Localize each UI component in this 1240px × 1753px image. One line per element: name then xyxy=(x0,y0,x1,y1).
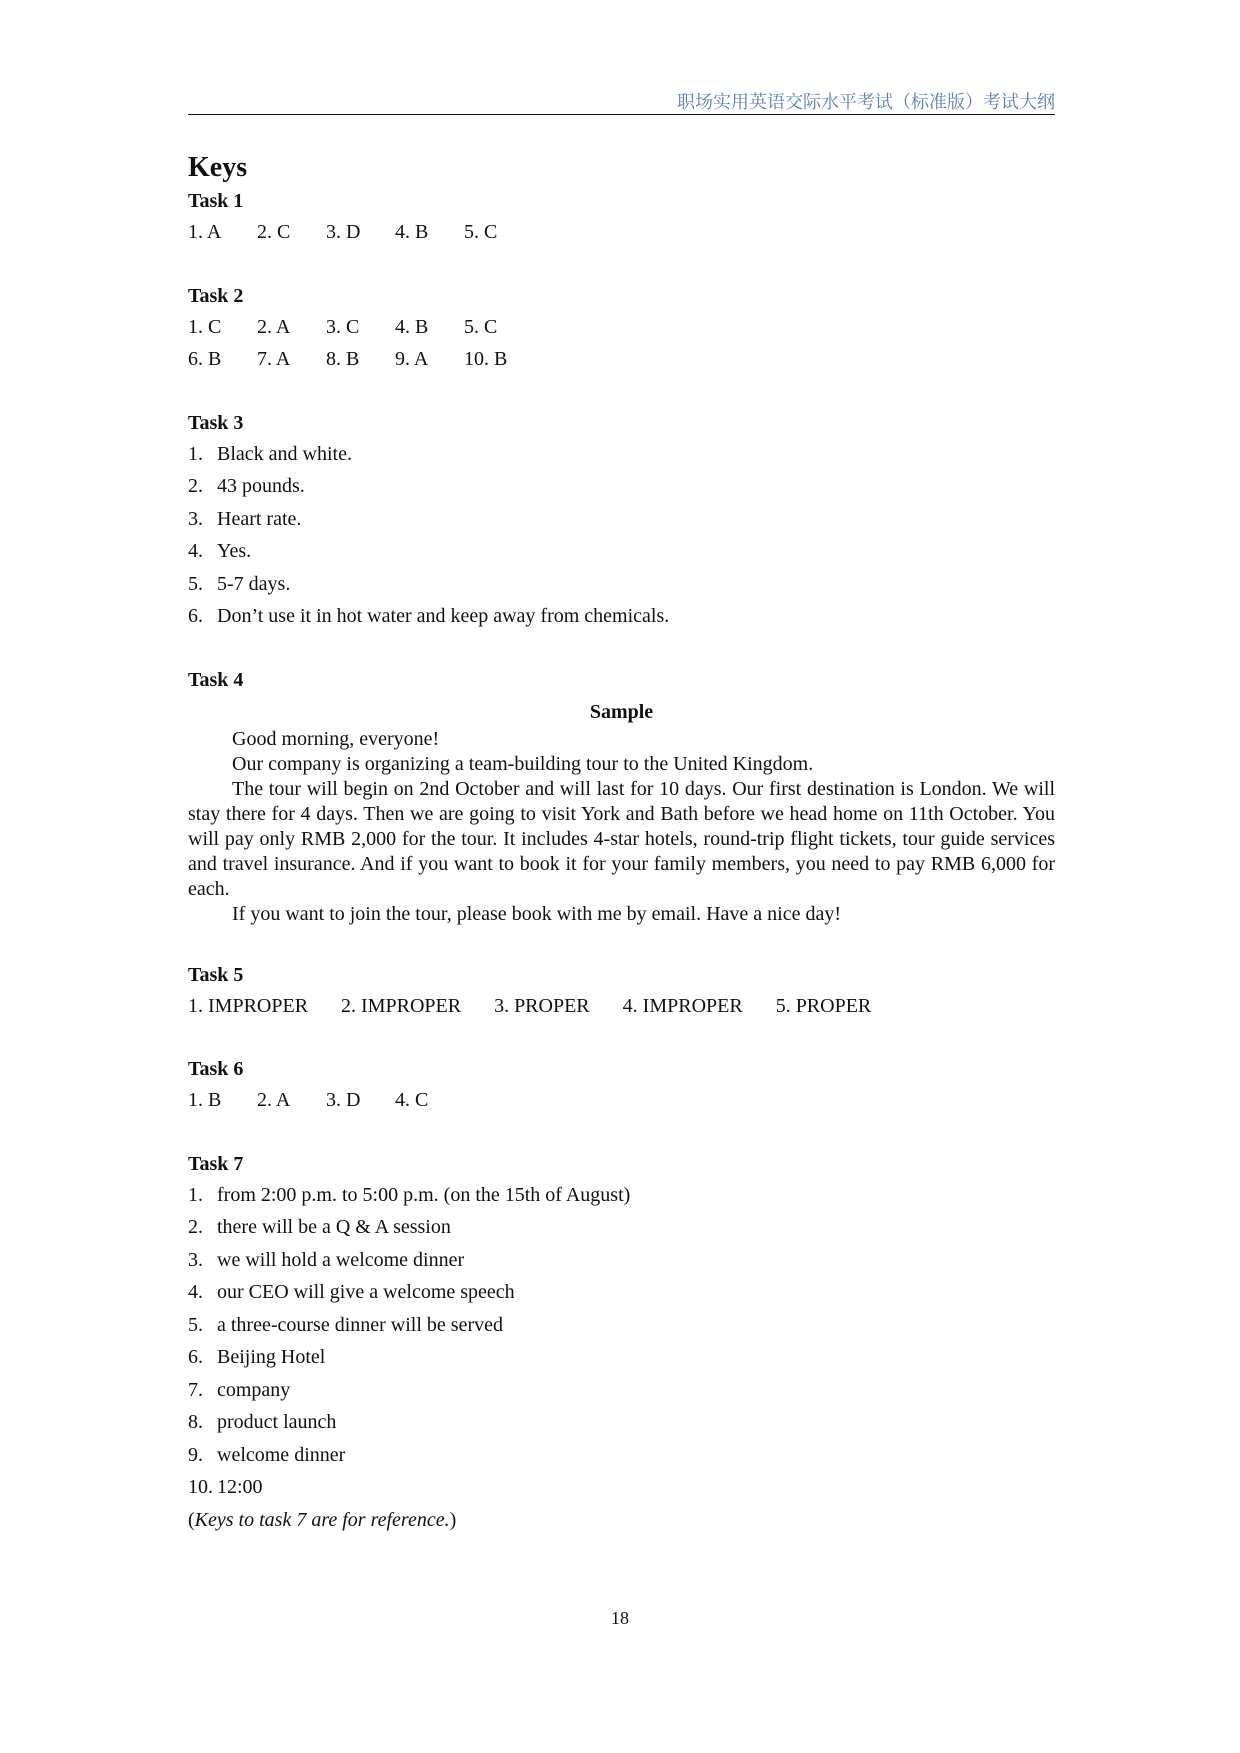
sample-paragraph: If you want to join the tour, please book with me by email. Have a nice day! xyxy=(232,902,842,925)
note-paren-open: ( xyxy=(188,1508,195,1531)
list-text: from 2:00 p.m. to 5:00 p.m. (on the 15th of August) xyxy=(217,1183,631,1206)
list-item xyxy=(188,568,1055,601)
list-item xyxy=(188,535,1055,568)
list-item xyxy=(188,1406,1055,1439)
list-number: 10. xyxy=(188,1476,213,1498)
list-number: 6. xyxy=(188,1346,203,1368)
list-item xyxy=(188,1179,1055,1212)
keys-heading: Keys xyxy=(188,152,248,183)
task5-answers xyxy=(188,990,1055,1023)
list-item xyxy=(188,1244,1055,1277)
task2-answer: 8. B xyxy=(326,348,360,370)
task6-title: Task 6 xyxy=(188,1058,244,1080)
list-item xyxy=(188,1439,1055,1472)
task1-title: Task 1 xyxy=(188,190,244,212)
task5-answer: 4. IMPROPER xyxy=(622,994,743,1017)
list-item xyxy=(188,503,1055,536)
list-text: 12:00 xyxy=(217,1476,263,1498)
task5-answer: 5. PROPER xyxy=(775,994,872,1017)
task7-answer-list xyxy=(188,1179,1055,1504)
list-text: Beijing Hotel xyxy=(217,1346,326,1368)
task2-title: Task 2 xyxy=(188,284,244,307)
task7-reference-note xyxy=(188,1504,1055,1537)
list-number: 2. xyxy=(188,475,203,497)
list-number: 6. xyxy=(188,605,203,627)
task2-answer: 7. A xyxy=(257,348,291,370)
list-text: welcome dinner xyxy=(217,1443,346,1466)
task4-title: Task 4 xyxy=(188,668,244,691)
page-number: 18 xyxy=(611,1608,629,1628)
sample-paragraph: The tour will begin on 2nd October and will last for 10 days. Our first destination is London. We will stay there for 4 days. Then we are going to visit York and Bath before we head home on 11th October. You will pay only RMB 2,000 for the tour. It includes 4-star hotels, round-trip flight tickets, tour guide services and travel insurance. And if you want to book it for your family members, you need to pay RMB 6,000 for each. xyxy=(188,777,1055,900)
task2-answers-row2 xyxy=(188,343,1055,376)
header-divider xyxy=(188,114,1055,115)
list-item xyxy=(188,1309,1055,1342)
task2-answer: 10. B xyxy=(464,348,508,370)
list-text: we will hold a welcome dinner xyxy=(217,1248,465,1271)
list-item xyxy=(188,1341,1055,1374)
task6-answer: 1. B xyxy=(188,1089,222,1111)
task1-answer: 1. A xyxy=(188,221,222,243)
task1-answer: 5. C xyxy=(464,221,498,243)
task3-answer-list xyxy=(188,438,1055,633)
list-text: product launch xyxy=(217,1411,337,1433)
list-text: company xyxy=(217,1378,291,1401)
task2-answer: 6. B xyxy=(188,348,222,370)
list-text: a three-course dinner will be served xyxy=(217,1313,503,1336)
list-item xyxy=(188,1276,1055,1309)
task5-answer: 2. IMPROPER xyxy=(341,994,462,1017)
task6-answer: 3. D xyxy=(326,1089,361,1111)
task2-answer: 3. C xyxy=(326,315,360,338)
list-item xyxy=(188,470,1055,503)
list-item xyxy=(188,438,1055,471)
list-number: 3. xyxy=(188,1248,203,1271)
list-item xyxy=(188,1374,1055,1407)
note-text: Keys to task 7 are for reference. xyxy=(194,1508,450,1531)
note-paren-close: ) xyxy=(449,1508,457,1531)
list-item xyxy=(188,1471,1055,1504)
task1-answer: 3. D xyxy=(326,221,361,243)
list-text: Black and white. xyxy=(217,442,352,465)
task2-answers-row1 xyxy=(188,311,1055,344)
list-number: 2. xyxy=(188,1216,203,1238)
list-item xyxy=(188,1211,1055,1244)
list-text: there will be a Q & A session xyxy=(217,1216,451,1238)
task6-answers xyxy=(188,1084,1055,1117)
list-text: our CEO will give a welcome speech xyxy=(217,1281,515,1303)
list-number: 1. xyxy=(188,1183,203,1206)
task5-answer: 1. IMPROPER xyxy=(188,994,309,1017)
task3-title: Task 3 xyxy=(188,411,244,434)
sample-paragraph: Good morning, everyone! xyxy=(232,727,440,750)
list-text: 43 pounds. xyxy=(217,475,305,497)
sample-paragraph: Our company is organizing a team-building tour to the United Kingdom. xyxy=(232,752,814,775)
task5-answer: 3. PROPER xyxy=(494,994,590,1017)
sample-heading: Sample xyxy=(589,700,654,723)
list-number: 1. xyxy=(188,442,203,465)
task2-answer: 4. B xyxy=(395,315,429,338)
answer-keys-content xyxy=(188,150,1055,1536)
task2-answer: 2. A xyxy=(257,315,291,338)
task2-answer: 5. C xyxy=(464,315,498,338)
list-text: Don’t use it in hot water and keep away from chemicals. xyxy=(217,605,670,627)
list-number: 5. xyxy=(188,1313,203,1336)
list-item xyxy=(188,600,1055,633)
task6-answer: 4. C xyxy=(395,1089,429,1111)
list-number: 4. xyxy=(188,540,203,562)
list-number: 9. xyxy=(188,1443,203,1466)
task7-title: Task 7 xyxy=(188,1152,244,1175)
running-header: 职场实用英语交际水平考试（标准版）考试大纲 xyxy=(677,92,1055,113)
list-number: 7. xyxy=(188,1378,203,1401)
list-text: 5-7 days. xyxy=(217,572,291,595)
task2-answer: 9. A xyxy=(395,348,429,370)
task2-answer: 1. C xyxy=(188,315,222,338)
list-text: Yes. xyxy=(217,540,252,562)
task1-answers xyxy=(188,216,1055,249)
list-text: Heart rate. xyxy=(217,507,302,530)
task1-answer: 4. B xyxy=(395,221,429,243)
list-number: 4. xyxy=(188,1281,203,1303)
task5-title: Task 5 xyxy=(188,963,244,986)
task6-answer: 2. A xyxy=(257,1089,291,1111)
list-number: 5. xyxy=(188,572,203,595)
list-number: 3. xyxy=(188,507,203,530)
list-number: 8. xyxy=(188,1411,203,1433)
task1-answer: 2. C xyxy=(257,221,291,243)
